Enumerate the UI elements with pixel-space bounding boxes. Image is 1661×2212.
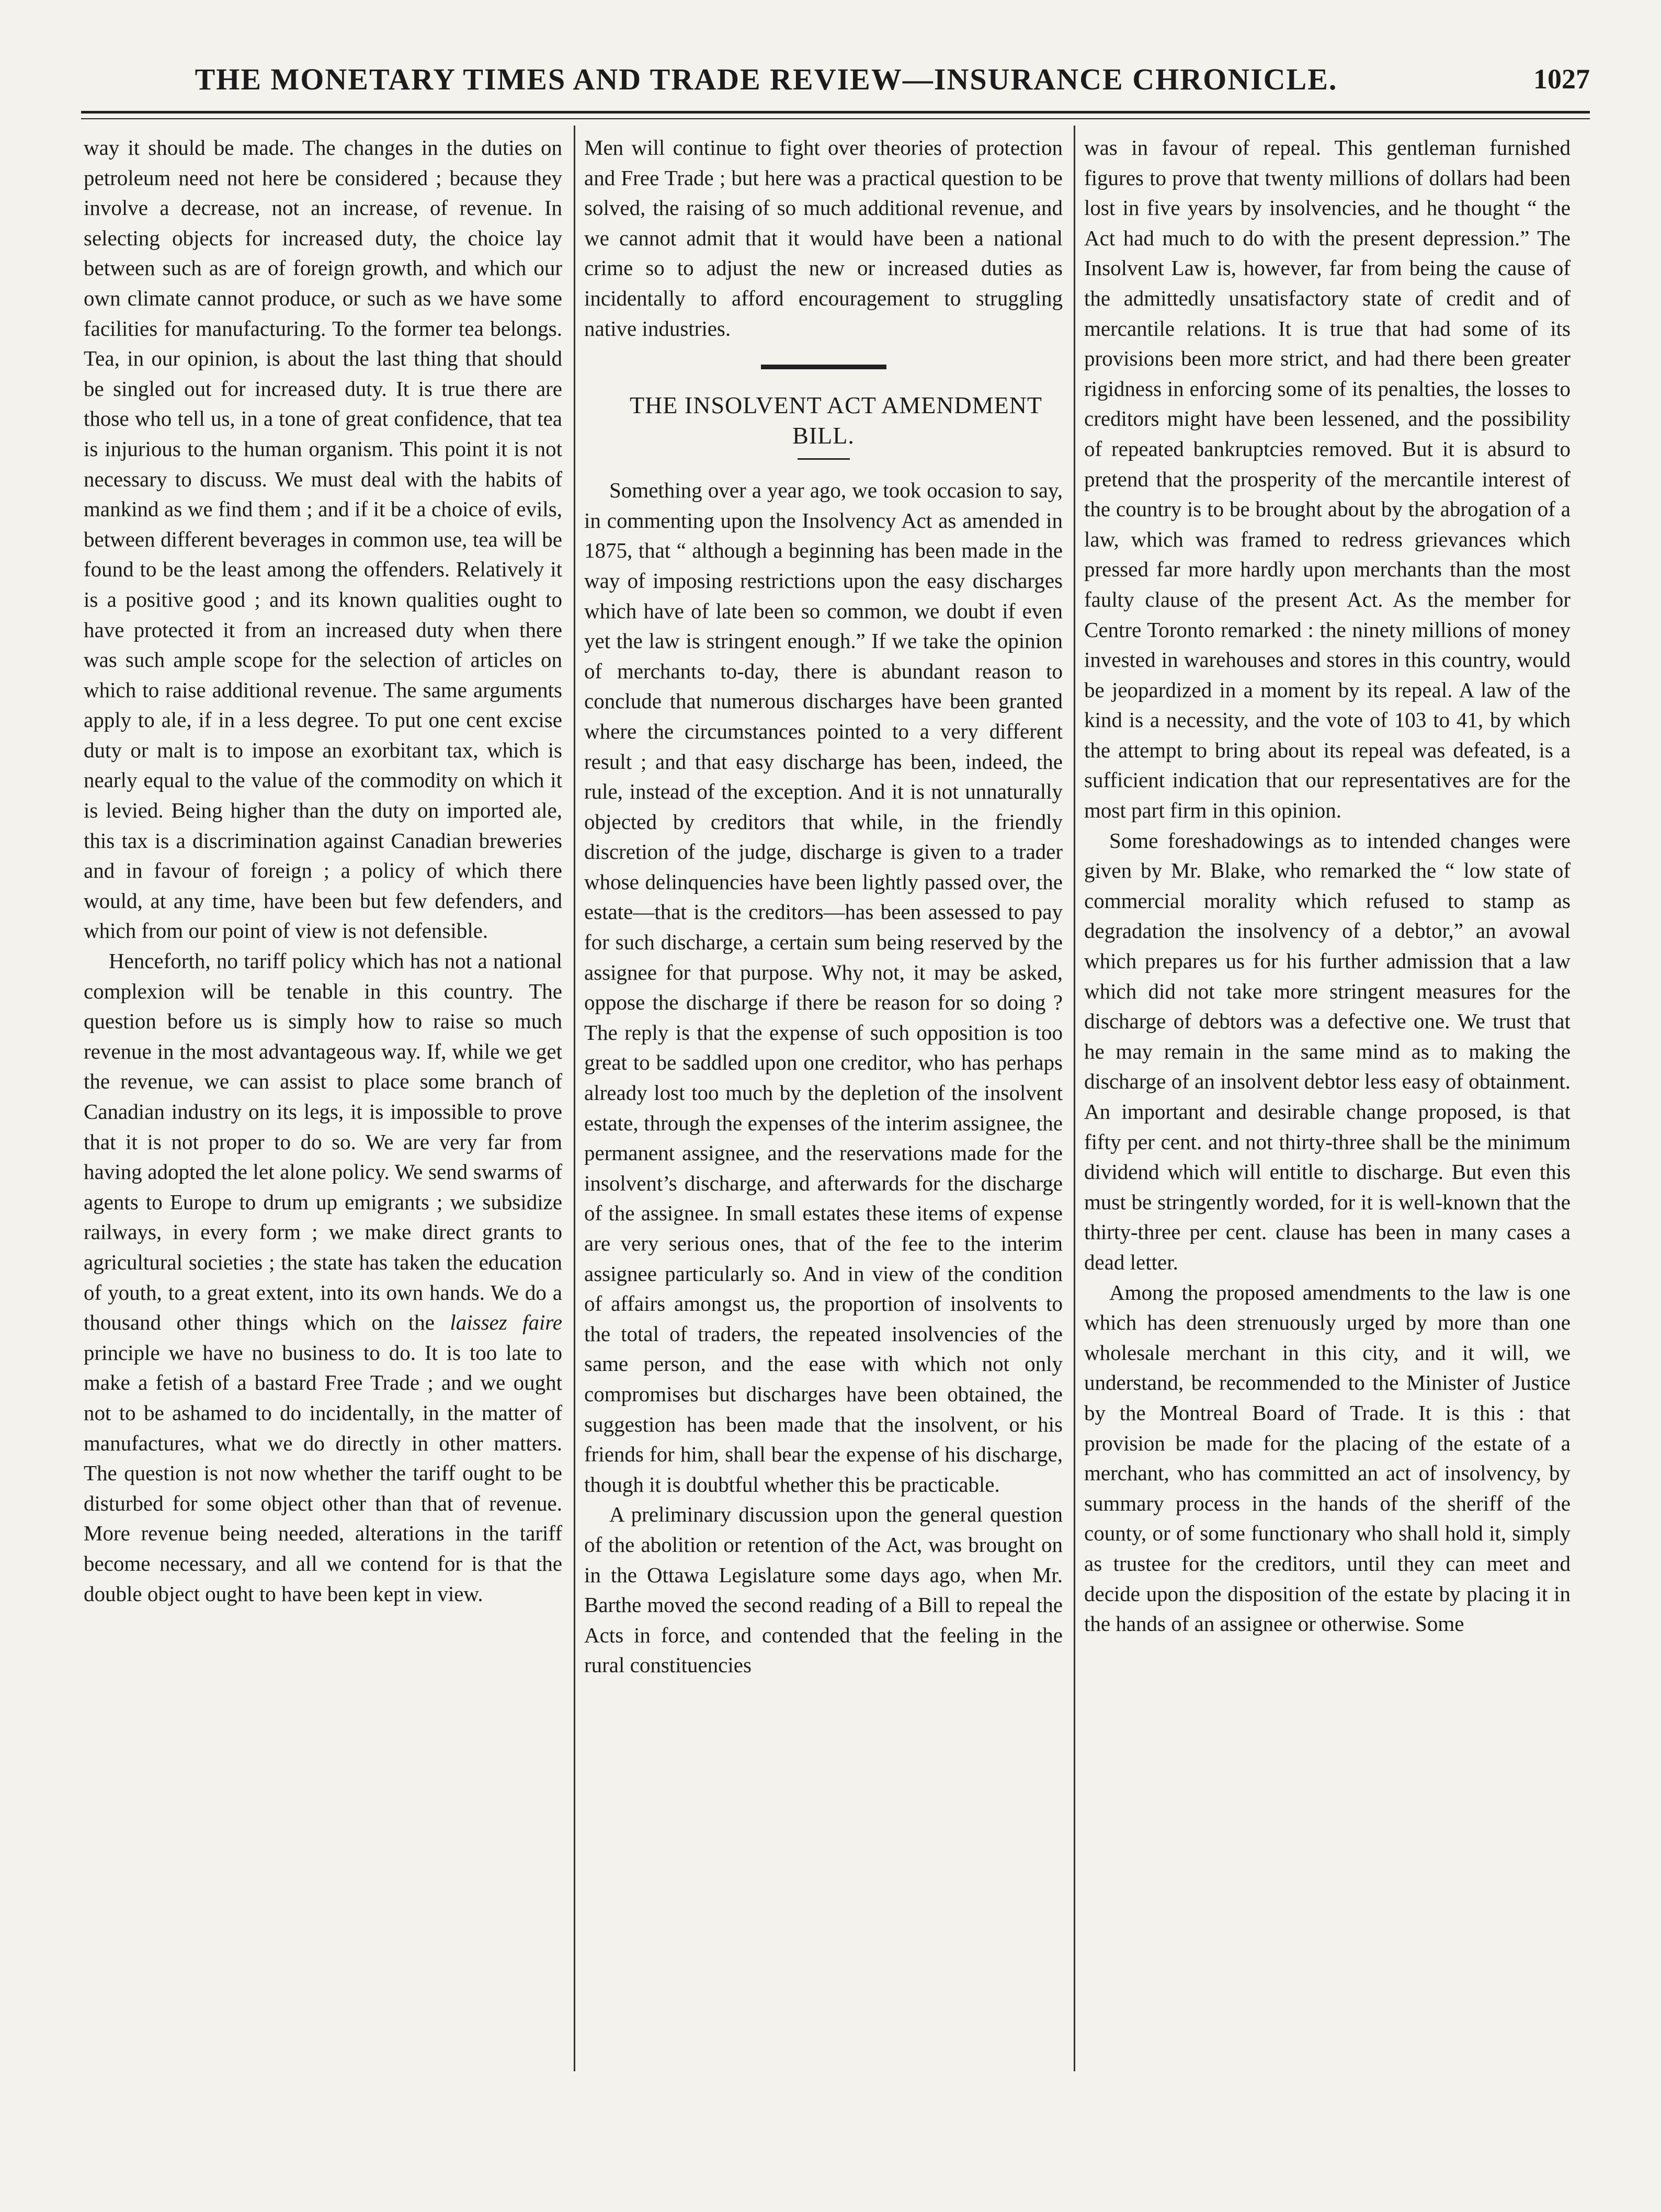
page-header (81, 62, 1590, 109)
header-rule-thin (81, 118, 1590, 119)
column-2 (584, 133, 1063, 1681)
column-divider-1 (574, 126, 575, 2071)
text-run: principle we have no business to do. It is too late to make a fetish of a bastard Free Trade ; and we ought not to be ashamed to do incidentally, in the matter of manufactures, what we do directly in other matters. The question is not now whether the tariff ought to be disturbed for some object other than that of revenue. More revenue being needed, alterations in the tariff become necessary, and all we contend for is that the double object ought to have been kept in view. (84, 1340, 562, 1606)
paragraph: Among the proposed amendments to the law is one which has deen strenuously urged by more than one wholesale merchant in this city, and it will, we understand, be recommended to the Minister of Justice by the Montreal Board of Trade. It is this : that provision be made for the placing of the estate of a merchant, who has committed an act of insolvency, by summary process in the hands of the sheriff of the county, or of some functionary who shall hold it, simply as trustee for the creditors, until they can meet and decide upon the disposition of the estate by placing it in the hands of an assignee or otherwise. Some (1084, 1280, 1571, 1636)
column-divider-2 (1074, 126, 1075, 2071)
article-separator (761, 365, 886, 369)
paragraph: way it should be made. The changes in the duties on petroleum need not here be considered ; because they involve a decrease, not an increase, of revenue. In selecting objects for increased duty, the choice lay between such as are of foreign growth, and which our own climate cannot produce, or such as we have some facilities for manufacturing. To the former tea belongs. Tea, in our opinion, is about the last thing that should be singled out for increased duty. It is true there are those who tell us, in a tone of great confidence, that tea is injurious to the human organism. This point it is not necessary to discuss. We must deal with the habits of mankind as we find them ; and if it be a choice of evils, between different beverages in common use, tea will be found to be the least among the offenders. Relatively it is a positive good ; and its known qualities ought to have protected it from an increased duty when there was such ample scope for the selection of articles on which to raise additional revenue. The same arguments apply to ale, if in a less degree. To put one cent excise duty or malt is to impose an exorbitant tax, which is nearly equal to the value of the commodity on which it is levied. Being higher than the duty on imported ale, this tax is a discrimination against Canadian breweries and in favour of foreign ; a policy of which there would, at any time, have been but few defenders, and which from our point of view is not defensible. (84, 135, 562, 943)
paragraph: was in favour of repeal. This gentleman furnished figures to prove that twenty millions of dollars had been lost in five years by insolvencies, and he thought “ the Act had much to do with the present depression.” The Insolvent Law is, however, far from being the cause of the admittedly unsatisfactory state of credit and of mercantile relations. It is true that had some of its provisions been more strict, and had there been greater rigidness in enforcing some of its penalties, the losses to creditors might have been lessened, and the possibility of repeated bankruptcies removed. But it is absurd to pretend that the prosperity of the mercantile interest of the country is to be brought about by the abrogation of a law, which was framed to redress grievances which pressed far more hardly upon merchants than the most faulty clause of the present Act. As the member for Centre Toronto remarked : the ninety millions of money invested in warehouses and stores in this country, would be jeopardized in a moment by its repeal. A law of the kind is a necessity, and the vote of 103 to 41, by which the attempt to bring about its repeal was defeated, is a sufficient indication that our representatives are for the most part firm in this opinion. (1084, 135, 1571, 823)
text-run: Henceforth, no tariff policy which has not a national complexion will be tenable in this country. The question before us is simply how to raise so much revenue in the most advantageous way. If, while we get the revenue, we can assist to place some branch of Canadian industry on its legs, it is impossible to prove that it is not proper to do so. We are very far from having adopted the let alone policy. We send swarms of agents to Europe to drum up emigrants ; we subsidize railways, in every form ; we make direct grants to agricultural societies ; the state has taken the education of youth, to a great extent, into its own hands. We do a thousand other things which on the (84, 949, 562, 1335)
column-3 (1084, 133, 1571, 1639)
header-rule-thick (81, 111, 1590, 114)
column-1 (84, 133, 562, 1609)
title-underline (798, 458, 850, 460)
article-title: THE INSOLVENT ACT AMENDMENT BILL. (629, 392, 1042, 449)
italic-phrase: laissez faire (450, 1310, 563, 1335)
paragraph: A preliminary discussion upon the general question of the abolition or retention of the Act, was brought on in the Ottawa Legislature some days ago, when Mr. Barthe moved the second reading of a Bill to repeal the Acts in force, and contended that the feeling in the rural constituencies (584, 1502, 1063, 1677)
paragraph (84, 946, 562, 1609)
paragraph: Some foreshadowings as to intended changes were given by Mr. Blake, who remarked the “ low state of commercial morality which refused to stamp as degradation the insolvency of a debtor,” an avowal which prepares us for his further admission that a law which did not take more stringent measures for the discharge of debtors was a defective one. We trust that he may remain in the same mind as to making the discharge of an insolvent debtor less easy of obtainment. An important and desirable change proposed, is that fifty per cent. and not thirty-three shall be the minimum dividend which will entitle to discharge. But even this must be stringently worded, for it is well-known that the thirty-three per cent. clause has been in many cases a dead letter. (1084, 828, 1571, 1274)
paragraph: Something over a year ago, we took occasion to say, in commenting upon the Insolvency Act as amended in 1875, that “ although a beginning has been made in the way of imposing restrictions upon the easy discharges which have of late been so common, we doubt if even yet the law is stringent enough.” If we take the opinion of merchants to-day, there is abundant reason to conclude that numerous discharges have been granted where the circumstances pointed to a very different result ; and that easy discharge has been, indeed, the rule, instead of the exception. And it is not unnaturally objected by creditors that while, in the friendly discretion of the judge, discharge is given to a trader whose delinquencies have been lightly passed over, the estate—that is the creditors—has been assessed to pay for such discharge, a certain sum being reserved by the assignee for that purpose. Why not, it may be asked, oppose the discharge if there be reason for so doing ? The reply is that the expense of such opposition is too great to be saddled upon one creditor, who has perhaps already lost too much by the depletion of the insolvent estate, through the expenses of the interim assignee, the permanent assignee, and the reservations made for the insolvent’s discharge, and afterwards for the discharge of the assignee. In small estates these items of expense are very serious ones, that of the fee to the interim assignee particularly so. And in view of the condition of affairs amongst us, the proportion of insolvents to the total of traders, the repeated insolvencies of the same person, and the ease with which not only compromises but discharges have been obtained, the suggestion has been made that the insolvent, or his friends for him, shall bear the expense of his discharge, though it is doubtful whether this be practicable. (584, 478, 1063, 1496)
paragraph: Men will continue to fight over theories of protection and Free Trade ; but here was a practical question to be solved, the raising of so much additional revenue, and we cannot admit that it would have been a national crime so to adjust the new or increased duties as incidentally to afford encouragement to struggling native industries. (584, 135, 1063, 341)
page-number: 1027 (1533, 63, 1590, 95)
running-title: THE MONETARY TIMES AND TRADE REVIEW—INSURANCE CHRONICLE. (195, 62, 1338, 96)
